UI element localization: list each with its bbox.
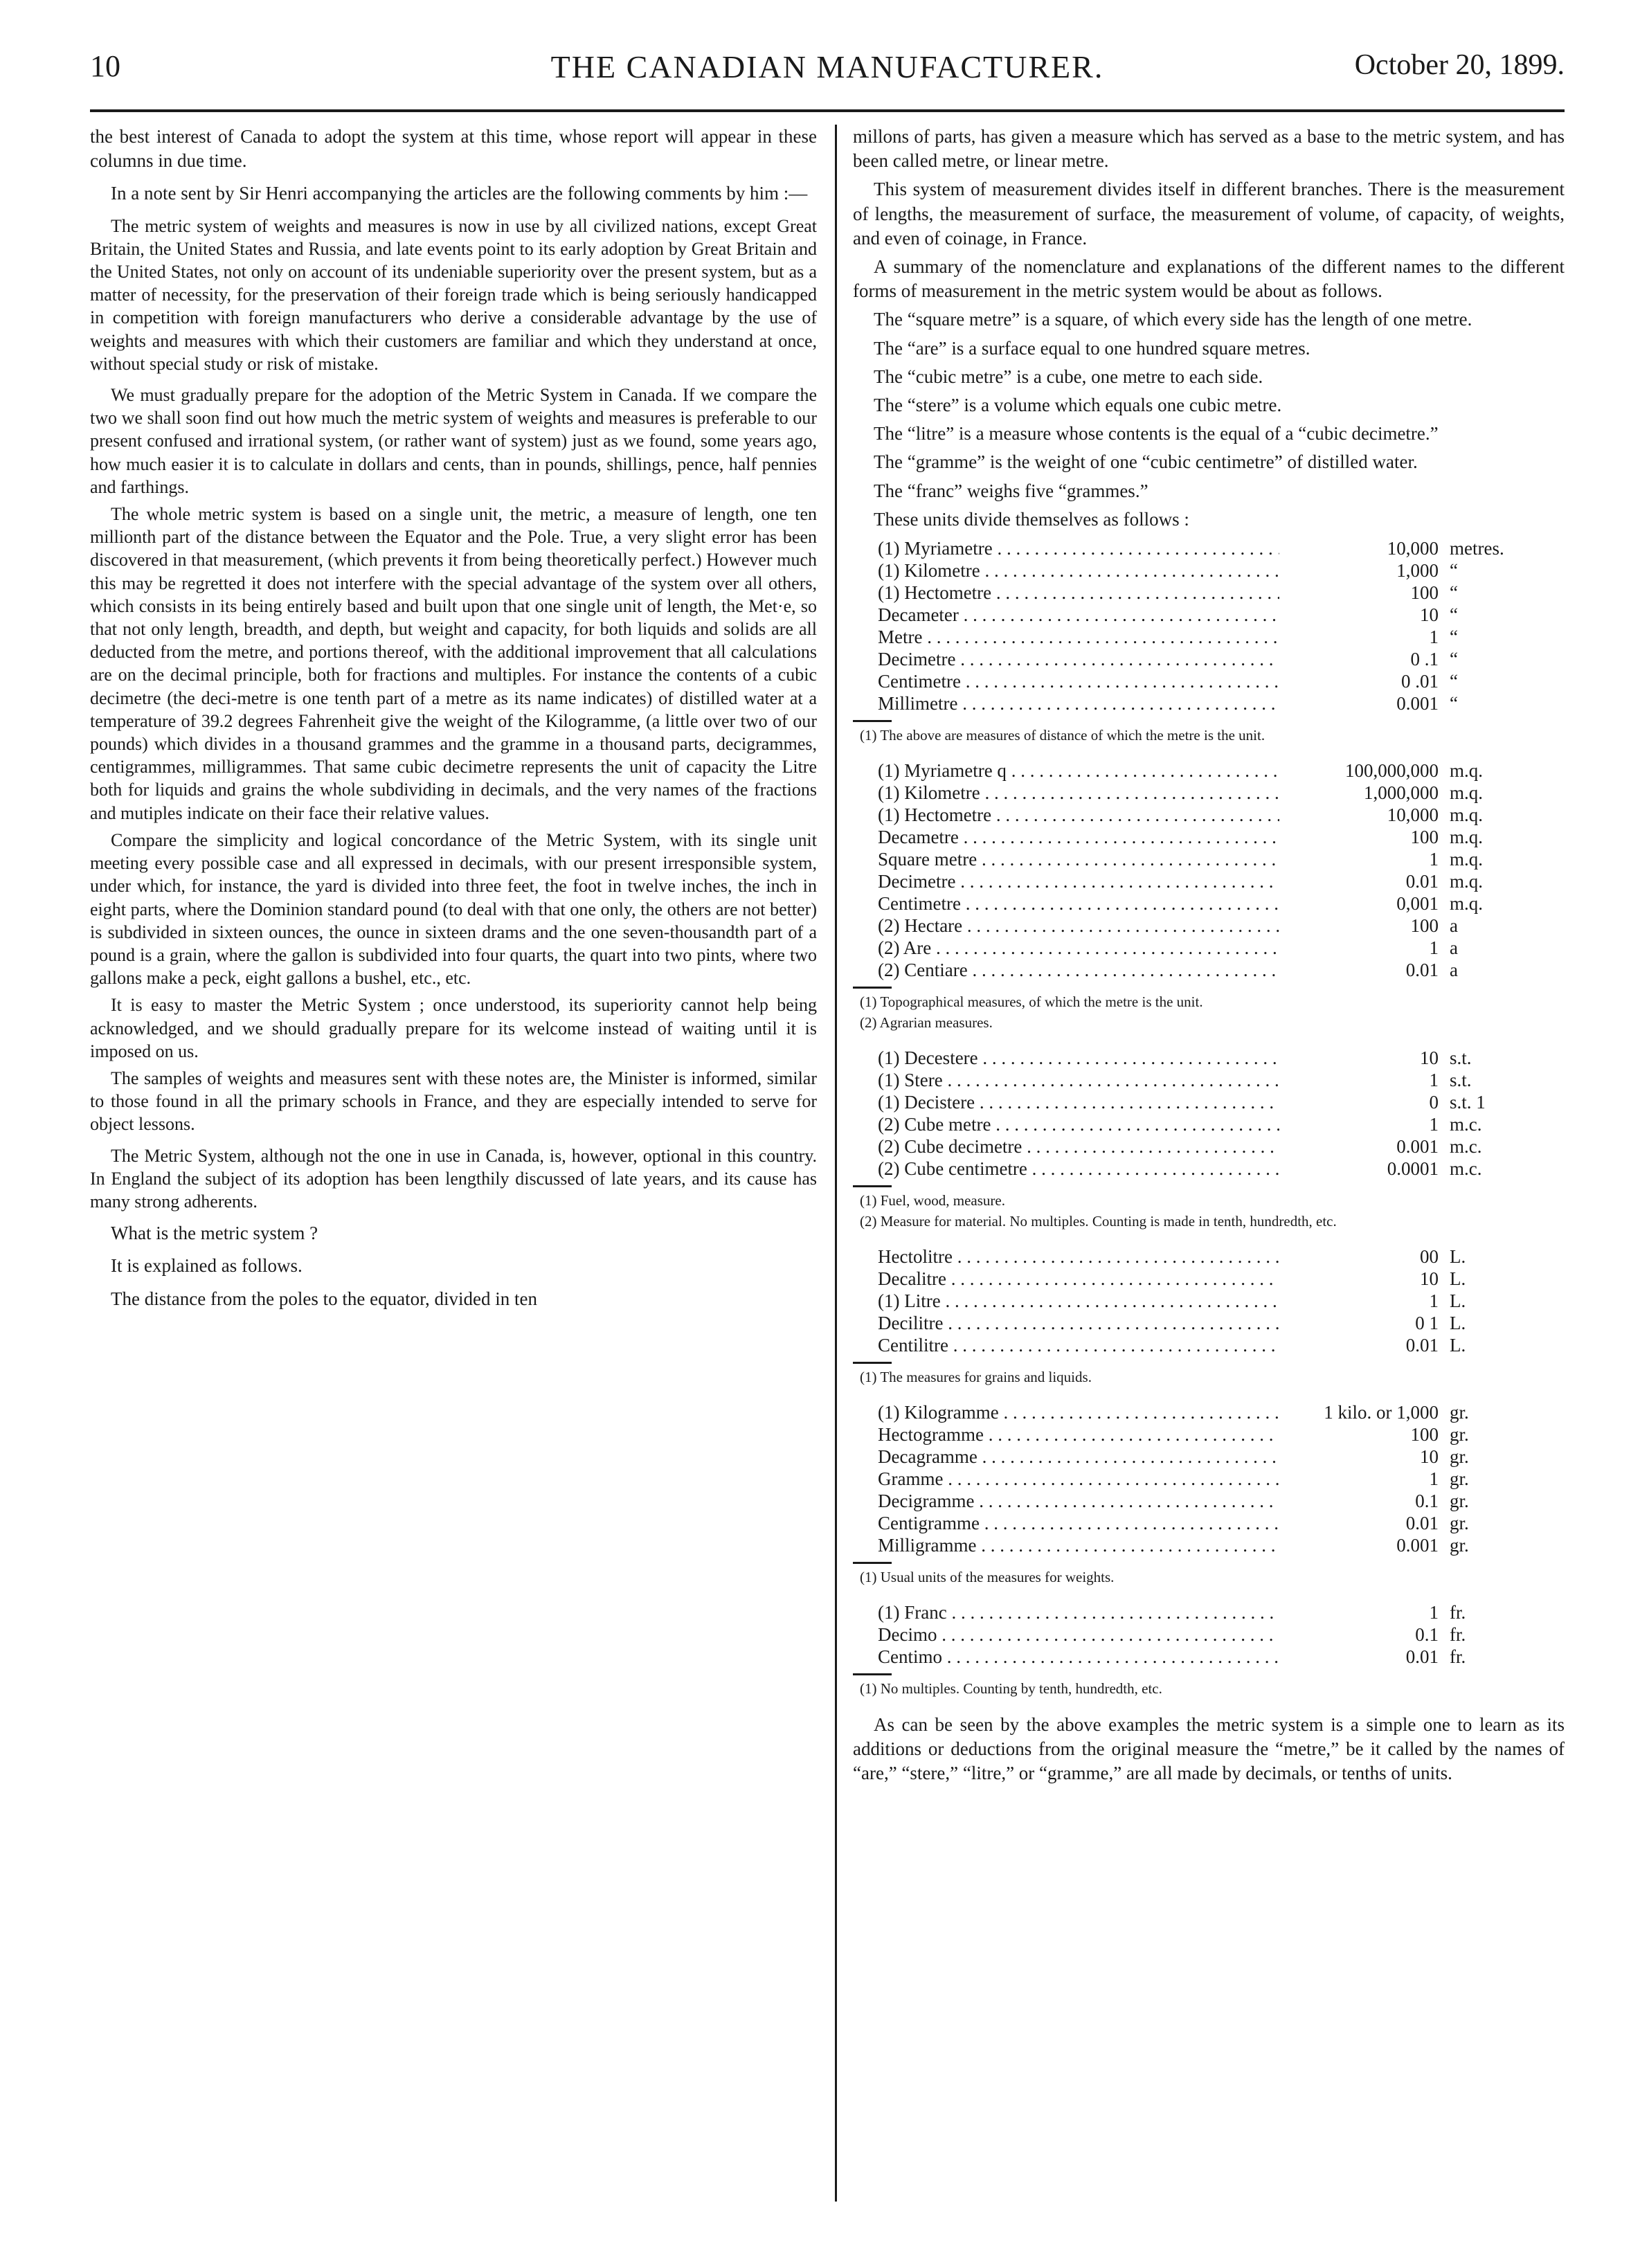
measure-name: (1) Myriametre . . . — [878, 537, 1279, 559]
table-footnote: (1) The above are measures of distance of which the metre is the unit. — [860, 727, 1265, 744]
measure-row — [878, 826, 1548, 848]
measure-value: 1 — [1429, 1070, 1439, 1091]
paragraph: A summary of the nomenclature and explanations of the different names to the different forms of measurement in the metric system would be about as follows. — [853, 256, 1565, 302]
measure-table-rows — [878, 1401, 1548, 1556]
measure-value: 0.01 — [1405, 1335, 1439, 1356]
paragraph: The “are” is a surface equal to one hundred square metres. — [874, 337, 1310, 359]
measure-value: 0.1 — [1415, 1491, 1439, 1512]
measure-unit: “ — [1450, 604, 1458, 626]
measure-unit: a — [1450, 915, 1458, 937]
measure-name: Decagramme . . . — [878, 1446, 1279, 1468]
measure-unit: a — [1450, 960, 1458, 981]
paragraph: The whole metric system is based on a single unit, the metric, a measure of length, one ten millionth part of the distance between the Equator and the Pole. True, a very slight error has been discovered in that measurement, (which prevents it from being theoretically perfect.) However much this may be regretted it does not interfere with the special advantage of the system over all others, which consists in its being entirely based and built upon that one single unit of length, the Met·e, so that not only length, breadth, and depth, but weight and capacity, for both liquids and solids are all deducted from the metre, and portions thereof, with the additional improvement that all calculations are on the decimal principle, both for fractions and multiples. For instance the contents of a cubic decimetre (the deci-metre is one tenth part of a metre as its name indicates) of distilled water at a temperature of 39.2 degrees Fahrenheit give the weight of the Kilogramme, (a little over two of our pounds) which divides in a thousand grammes and the gramme in a thousand parts, decigrammes, centigrammes, milligrammes. That same cubic decimetre represents the unit of capacity the Litre both for liquids and grains the whole subdividing in decimals, and the very names of the fractions and mutiples indicate on their face their relative values. — [90, 504, 817, 823]
measure-unit: L. — [1450, 1335, 1466, 1356]
measure-name: (2) Are . . . — [878, 937, 1279, 959]
measure-name: Decimetre . . . — [878, 648, 1279, 670]
measure-unit: gr. — [1450, 1513, 1469, 1534]
measure-row — [878, 648, 1548, 670]
measure-row — [878, 1468, 1548, 1490]
measure-unit: metres. — [1450, 538, 1504, 559]
paragraph: The Metric System, although not the one in use in Canada, is, however, optional in this country. In England the subject of its adoption has been lengthily discussed of late years, and its cause has many strong adherents. — [90, 1145, 817, 1212]
measure-name: (1) Kilometre . . . — [878, 559, 1279, 582]
paragraph: the best interest of Canada to adopt the system at this time, whose report will appear in these columns in due time. — [90, 126, 817, 172]
left-column — [90, 125, 817, 1320]
measure-value: 1,000,000 — [1364, 782, 1439, 804]
measure-name: Hectolitre . . . — [878, 1245, 1279, 1268]
measure-table — [853, 1245, 1565, 1386]
measure-name: (1) Kilometre . . . — [878, 782, 1279, 804]
publication-title: THE CANADIAN MANUFACTURER. — [550, 49, 1104, 84]
measure-row — [878, 1512, 1548, 1534]
measure-row — [878, 1069, 1548, 1091]
paragraph: The “franc” weighs five “grammes.” — [874, 480, 1148, 501]
measure-name: Decametre . . . — [878, 826, 1279, 848]
measure-row — [878, 1490, 1548, 1512]
measure-table-rows — [878, 1601, 1548, 1668]
table-footnote: (2) Measure for material. No multiples. Counting is made in tenth, hundredth, etc. — [860, 1213, 1337, 1230]
measure-table — [853, 537, 1565, 744]
measure-name: Centilitre . . . — [878, 1334, 1279, 1356]
measure-value: 1 — [1429, 937, 1439, 959]
measure-table — [853, 1047, 1565, 1230]
measure-unit: “ — [1450, 560, 1458, 582]
measure-table-rows — [878, 759, 1548, 981]
measure-row — [878, 1047, 1548, 1069]
measure-row — [878, 1245, 1548, 1268]
table-footnote: (1) The measures for grains and liquids. — [860, 1369, 1092, 1386]
measure-row — [878, 1312, 1548, 1334]
measure-unit: L. — [1450, 1313, 1466, 1334]
measure-row — [878, 937, 1548, 959]
measure-value: 100 — [1410, 915, 1439, 937]
issue-date: October 20, 1899. — [1354, 49, 1565, 81]
paragraph: The distance from the poles to the equator, divided in ten — [111, 1288, 537, 1309]
measure-name: (1) Stere . . . — [878, 1069, 1279, 1091]
measure-row — [878, 959, 1548, 981]
measure-value: 10 — [1420, 604, 1439, 626]
measure-row — [878, 1158, 1548, 1180]
measure-value: 0.01 — [1405, 871, 1439, 892]
page-header — [90, 48, 1565, 97]
measure-table-rows — [878, 1047, 1548, 1180]
measure-name: (1) Franc . . . — [878, 1601, 1279, 1623]
measure-name: Decigramme . . . — [878, 1490, 1279, 1512]
measure-value: 0 .1 — [1410, 649, 1439, 670]
measure-unit: m.q. — [1450, 893, 1484, 915]
header-rule — [90, 109, 1565, 112]
measure-row — [878, 782, 1548, 804]
measure-value: 10 — [1420, 1268, 1439, 1290]
measure-name: Milligramme . . . — [878, 1534, 1279, 1556]
footnote-rule — [853, 1562, 892, 1564]
measure-value: 1 — [1429, 1290, 1439, 1312]
measure-row — [878, 692, 1548, 714]
measure-value: 0 .01 — [1401, 671, 1439, 692]
measure-value: 0.0001 — [1387, 1158, 1439, 1180]
measure-row — [878, 670, 1548, 692]
measure-unit: L. — [1450, 1246, 1466, 1268]
measure-name: Centigramme . . . — [878, 1512, 1279, 1534]
measure-row — [878, 804, 1548, 826]
paragraph: The “gramme” is the weight of one “cubic centimetre” of distilled water. — [874, 451, 1418, 473]
measure-value: 0,001 — [1396, 893, 1439, 915]
measure-unit: m.c. — [1450, 1136, 1482, 1158]
measure-row — [878, 1601, 1548, 1623]
measure-unit: a — [1450, 937, 1458, 959]
measure-name: (2) Cube decimetre . . . — [878, 1135, 1279, 1158]
measure-value: 1 — [1429, 1468, 1439, 1490]
paragraph: These units divide themselves as follows : — [874, 508, 1189, 530]
measure-value: 10 — [1420, 1446, 1439, 1468]
measure-unit: “ — [1450, 693, 1458, 714]
measure-unit: m.q. — [1450, 827, 1484, 848]
measure-row — [878, 1401, 1548, 1423]
measure-unit: fr. — [1450, 1624, 1466, 1646]
paragraph: This system of measurement divides itself in different branches. There is the measurement of lengths, the measurement of surface, the measurement of volume, of capacity, of weights, and even of coinage, in France. — [853, 179, 1565, 249]
measure-unit: gr. — [1450, 1424, 1469, 1446]
measure-name: (1) Decistere . . . — [878, 1091, 1279, 1113]
measure-value: 10,000 — [1387, 538, 1439, 559]
measure-value: 0.001 — [1396, 1535, 1439, 1556]
measure-row — [878, 1334, 1548, 1356]
measure-name: (1) Myriametre q . . . — [878, 759, 1279, 782]
measure-name: (2) Centiare . . . — [878, 959, 1279, 981]
measure-unit: m.q. — [1450, 760, 1484, 782]
measure-unit: m.q. — [1450, 804, 1484, 826]
paragraph: It is easy to master the Metric System ; once understood, its superiority cannot help being acknowledged, and we should gradually prepare for its welcome instead of waiting until it is imposed on us. — [90, 995, 817, 1061]
measure-table — [853, 1601, 1565, 1698]
footnote-rule — [853, 1362, 892, 1364]
measure-value: 1,000 — [1396, 560, 1439, 582]
measure-row — [878, 915, 1548, 937]
measure-value: 1 — [1429, 1602, 1439, 1623]
paragraph: The “cubic metre” is a cube, one metre to each side. — [874, 366, 1263, 387]
measure-unit: gr. — [1450, 1446, 1469, 1468]
measure-row — [878, 848, 1548, 870]
measure-row — [878, 1446, 1548, 1468]
table-footnote: (1) Fuel, wood, measure. — [860, 1192, 1005, 1209]
measure-name: Decalitre . . . — [878, 1268, 1279, 1290]
measure-unit: “ — [1450, 627, 1458, 648]
measure-table-rows — [878, 1245, 1548, 1356]
measure-name: (2) Cube metre . . . — [878, 1113, 1279, 1135]
footnote-rule — [853, 1673, 892, 1675]
table-footnote: (1) No multiples. Counting by tenth, hundredth, etc. — [860, 1680, 1162, 1698]
measure-unit: L. — [1450, 1290, 1466, 1312]
measure-unit: fr. — [1450, 1602, 1466, 1623]
measure-unit: m.c. — [1450, 1114, 1482, 1135]
measure-row — [878, 1290, 1548, 1312]
column-divider — [835, 125, 837, 2202]
measure-value: 1 — [1429, 1114, 1439, 1135]
measure-unit: gr. — [1450, 1535, 1469, 1556]
measure-value: 100 — [1410, 582, 1439, 604]
measure-name: Decimetre . . . — [878, 870, 1279, 892]
measure-value: 1 — [1429, 849, 1439, 870]
measure-value: 100 — [1410, 1424, 1439, 1446]
measure-row — [878, 870, 1548, 892]
measure-row — [878, 582, 1548, 604]
measure-row — [878, 604, 1548, 626]
measure-name: (2) Cube centimetre . . . — [878, 1158, 1279, 1180]
measure-value: 0 — [1429, 1092, 1439, 1113]
measure-unit: s.t. — [1450, 1047, 1472, 1069]
paragraph: The “stere” is a volume which equals one cubic metre. — [874, 395, 1282, 416]
measure-name: Hectogramme . . . — [878, 1423, 1279, 1446]
measure-name: (1) Kilogramme . . . — [878, 1401, 1279, 1423]
measure-unit: gr. — [1450, 1491, 1469, 1512]
measure-name: Decilitre . . . — [878, 1312, 1279, 1334]
measure-row — [878, 1534, 1548, 1556]
measure-unit: “ — [1450, 649, 1458, 670]
measure-value: 0.1 — [1415, 1624, 1439, 1646]
measure-name: Millimetre . . . — [878, 692, 1279, 714]
measure-row — [878, 892, 1548, 915]
right-column — [853, 125, 1565, 1794]
measure-table-rows — [878, 537, 1548, 714]
measure-value: 1 kilo. or 1,000 — [1324, 1402, 1439, 1423]
measure-value: 0.01 — [1405, 960, 1439, 981]
measure-name: Centimetre . . . — [878, 670, 1279, 692]
measure-unit: “ — [1450, 582, 1458, 604]
measure-row — [878, 1135, 1548, 1158]
footnote-rule — [853, 720, 892, 722]
footnote-rule — [853, 987, 892, 989]
measure-row — [878, 759, 1548, 782]
measure-row — [878, 1091, 1548, 1113]
measure-unit: gr. — [1450, 1402, 1469, 1423]
measure-value: 1 — [1429, 627, 1439, 648]
measure-value: 10 — [1420, 1047, 1439, 1069]
measure-value: 0.001 — [1396, 1136, 1439, 1158]
measure-unit: m.q. — [1450, 782, 1484, 804]
table-footnote: (1) Topographical measures, of which the metre is the unit. — [860, 993, 1203, 1011]
measure-row — [878, 537, 1548, 559]
table-footnote: (1) Usual units of the measures for weights. — [860, 1569, 1115, 1586]
closing-paragraph: As can be seen by the above examples the metric system is a simple one to learn as its additions or deductions from the original measure the “metre,” be it called by the names of “are,” “stere,” “litre,” or “gramme,” are all made by decimals, or tenths of units. — [853, 1714, 1565, 1784]
measure-unit: s.t. — [1450, 1070, 1472, 1091]
measure-name: Decameter . . . — [878, 604, 1279, 626]
measure-name: Decimo . . . — [878, 1623, 1279, 1646]
measure-name: (2) Hectare . . . — [878, 915, 1279, 937]
measure-name: (1) Hectometre . . . — [878, 804, 1279, 826]
measure-name: (1) Hectometre . . . — [878, 582, 1279, 604]
measures-tables — [853, 537, 1565, 1698]
measure-name: Gramme . . . — [878, 1468, 1279, 1490]
paragraph: We must gradually prepare for the adoption of the Metric System in Canada. If we compare the two we shall soon find out how much the metric system of weights and measures is preferable to our present confused and irrational system, (or rather want of system) just as we found, some years ago, how much easier it is to calculate in dollars and cents, than in pounds, shillings, pence, half pennies and farthings. — [90, 385, 817, 497]
page-number: 10 — [90, 49, 120, 83]
paragraph: It is explained as follows. — [111, 1255, 303, 1277]
measure-table — [853, 1401, 1565, 1586]
measure-name: Centimetre . . . — [878, 892, 1279, 915]
measure-row — [878, 559, 1548, 582]
paragraph: The “litre” is a measure whose contents is the equal of a “cubic decimetre.” — [874, 423, 1439, 444]
measure-name: Centimo . . . — [878, 1646, 1279, 1668]
measure-value: 0.001 — [1396, 693, 1439, 714]
measure-name: (1) Decestere . . . — [878, 1047, 1279, 1069]
measure-value: 0 1 — [1415, 1313, 1439, 1334]
measure-unit: gr. — [1450, 1468, 1469, 1490]
measure-row — [878, 1113, 1548, 1135]
measure-value: 100,000,000 — [1345, 760, 1439, 782]
measure-name: Square metre . . . — [878, 848, 1279, 870]
measure-value: 10,000 — [1387, 804, 1439, 826]
measure-unit: m.q. — [1450, 871, 1484, 892]
paragraph: The samples of weights and measures sent with these notes are, the Minister is informed, similar to those found in all the primary schools in France, and they are especially intended to serve for object lessons. — [90, 1068, 817, 1135]
measure-row — [878, 626, 1548, 648]
measure-unit: L. — [1450, 1268, 1466, 1290]
measure-value: 100 — [1410, 827, 1439, 848]
measure-name: (1) Litre . . . — [878, 1290, 1279, 1312]
measure-unit: s.t. 1 — [1450, 1092, 1486, 1113]
table-footnote: (2) Agrarian measures. — [860, 1014, 993, 1032]
measure-name: Metre . . . — [878, 626, 1279, 648]
paragraph: millons of parts, has given a measure which has served as a base to the metric system, and has been called metre, or linear metre. — [853, 126, 1565, 172]
measure-unit: m.c. — [1450, 1158, 1482, 1180]
measure-value: 0.01 — [1405, 1513, 1439, 1534]
measure-row — [878, 1268, 1548, 1290]
footnote-rule — [853, 1185, 892, 1187]
measure-value: 0.01 — [1405, 1646, 1439, 1668]
paragraph: The metric system of weights and measures is now in use by all civilized nations, except Great Britain, the United States and Russia, and late events point to its early adoption by Great Britain and the United States, not only on account of its undeniable superiority over the present system, but as a matter of necessity, for the preservation of their foreign trade which is being seriously handicapped in competition with foreign manufacturers who derive a considerable advantage by the use of weights and measures with which their customers are familiar and which they understand at once, without special study or risk of mistake. — [90, 215, 817, 374]
measure-value: 00 — [1420, 1246, 1439, 1268]
paragraph: The “square metre” is a square, of which every side has the length of one metre. — [874, 309, 1472, 330]
measure-row — [878, 1423, 1548, 1446]
measure-table — [853, 759, 1565, 1032]
measure-row — [878, 1623, 1548, 1646]
measure-row — [878, 1646, 1548, 1668]
measure-unit: m.q. — [1450, 849, 1484, 870]
measure-unit: fr. — [1450, 1646, 1466, 1668]
measure-unit: “ — [1450, 671, 1458, 692]
paragraph: What is the metric system ? — [111, 1223, 318, 1244]
paragraph: Compare the simplicity and logical concordance of the Metric System, with its single unit meeting every possible case and all expressed in decimals, with our present irresponsible system, under which, for instance, the yard is divided into three feet, the foot in twelve inches, the inch in eight parts, where the Dominion standard pound (to deal with that one only, the others are not better) is subdivided in sixteen ounces, the ounce in sixteen drams and the one seven-thousandth part of a pound is a grain, where the gallon is subdivided into four quarts, the quart into two pints, where two gallons make a peck, eight gallons a bushel, etc., etc. — [90, 829, 817, 989]
paragraph: In a note sent by Sir Henri accompanying the articles are the following comments by him :— — [111, 183, 808, 204]
